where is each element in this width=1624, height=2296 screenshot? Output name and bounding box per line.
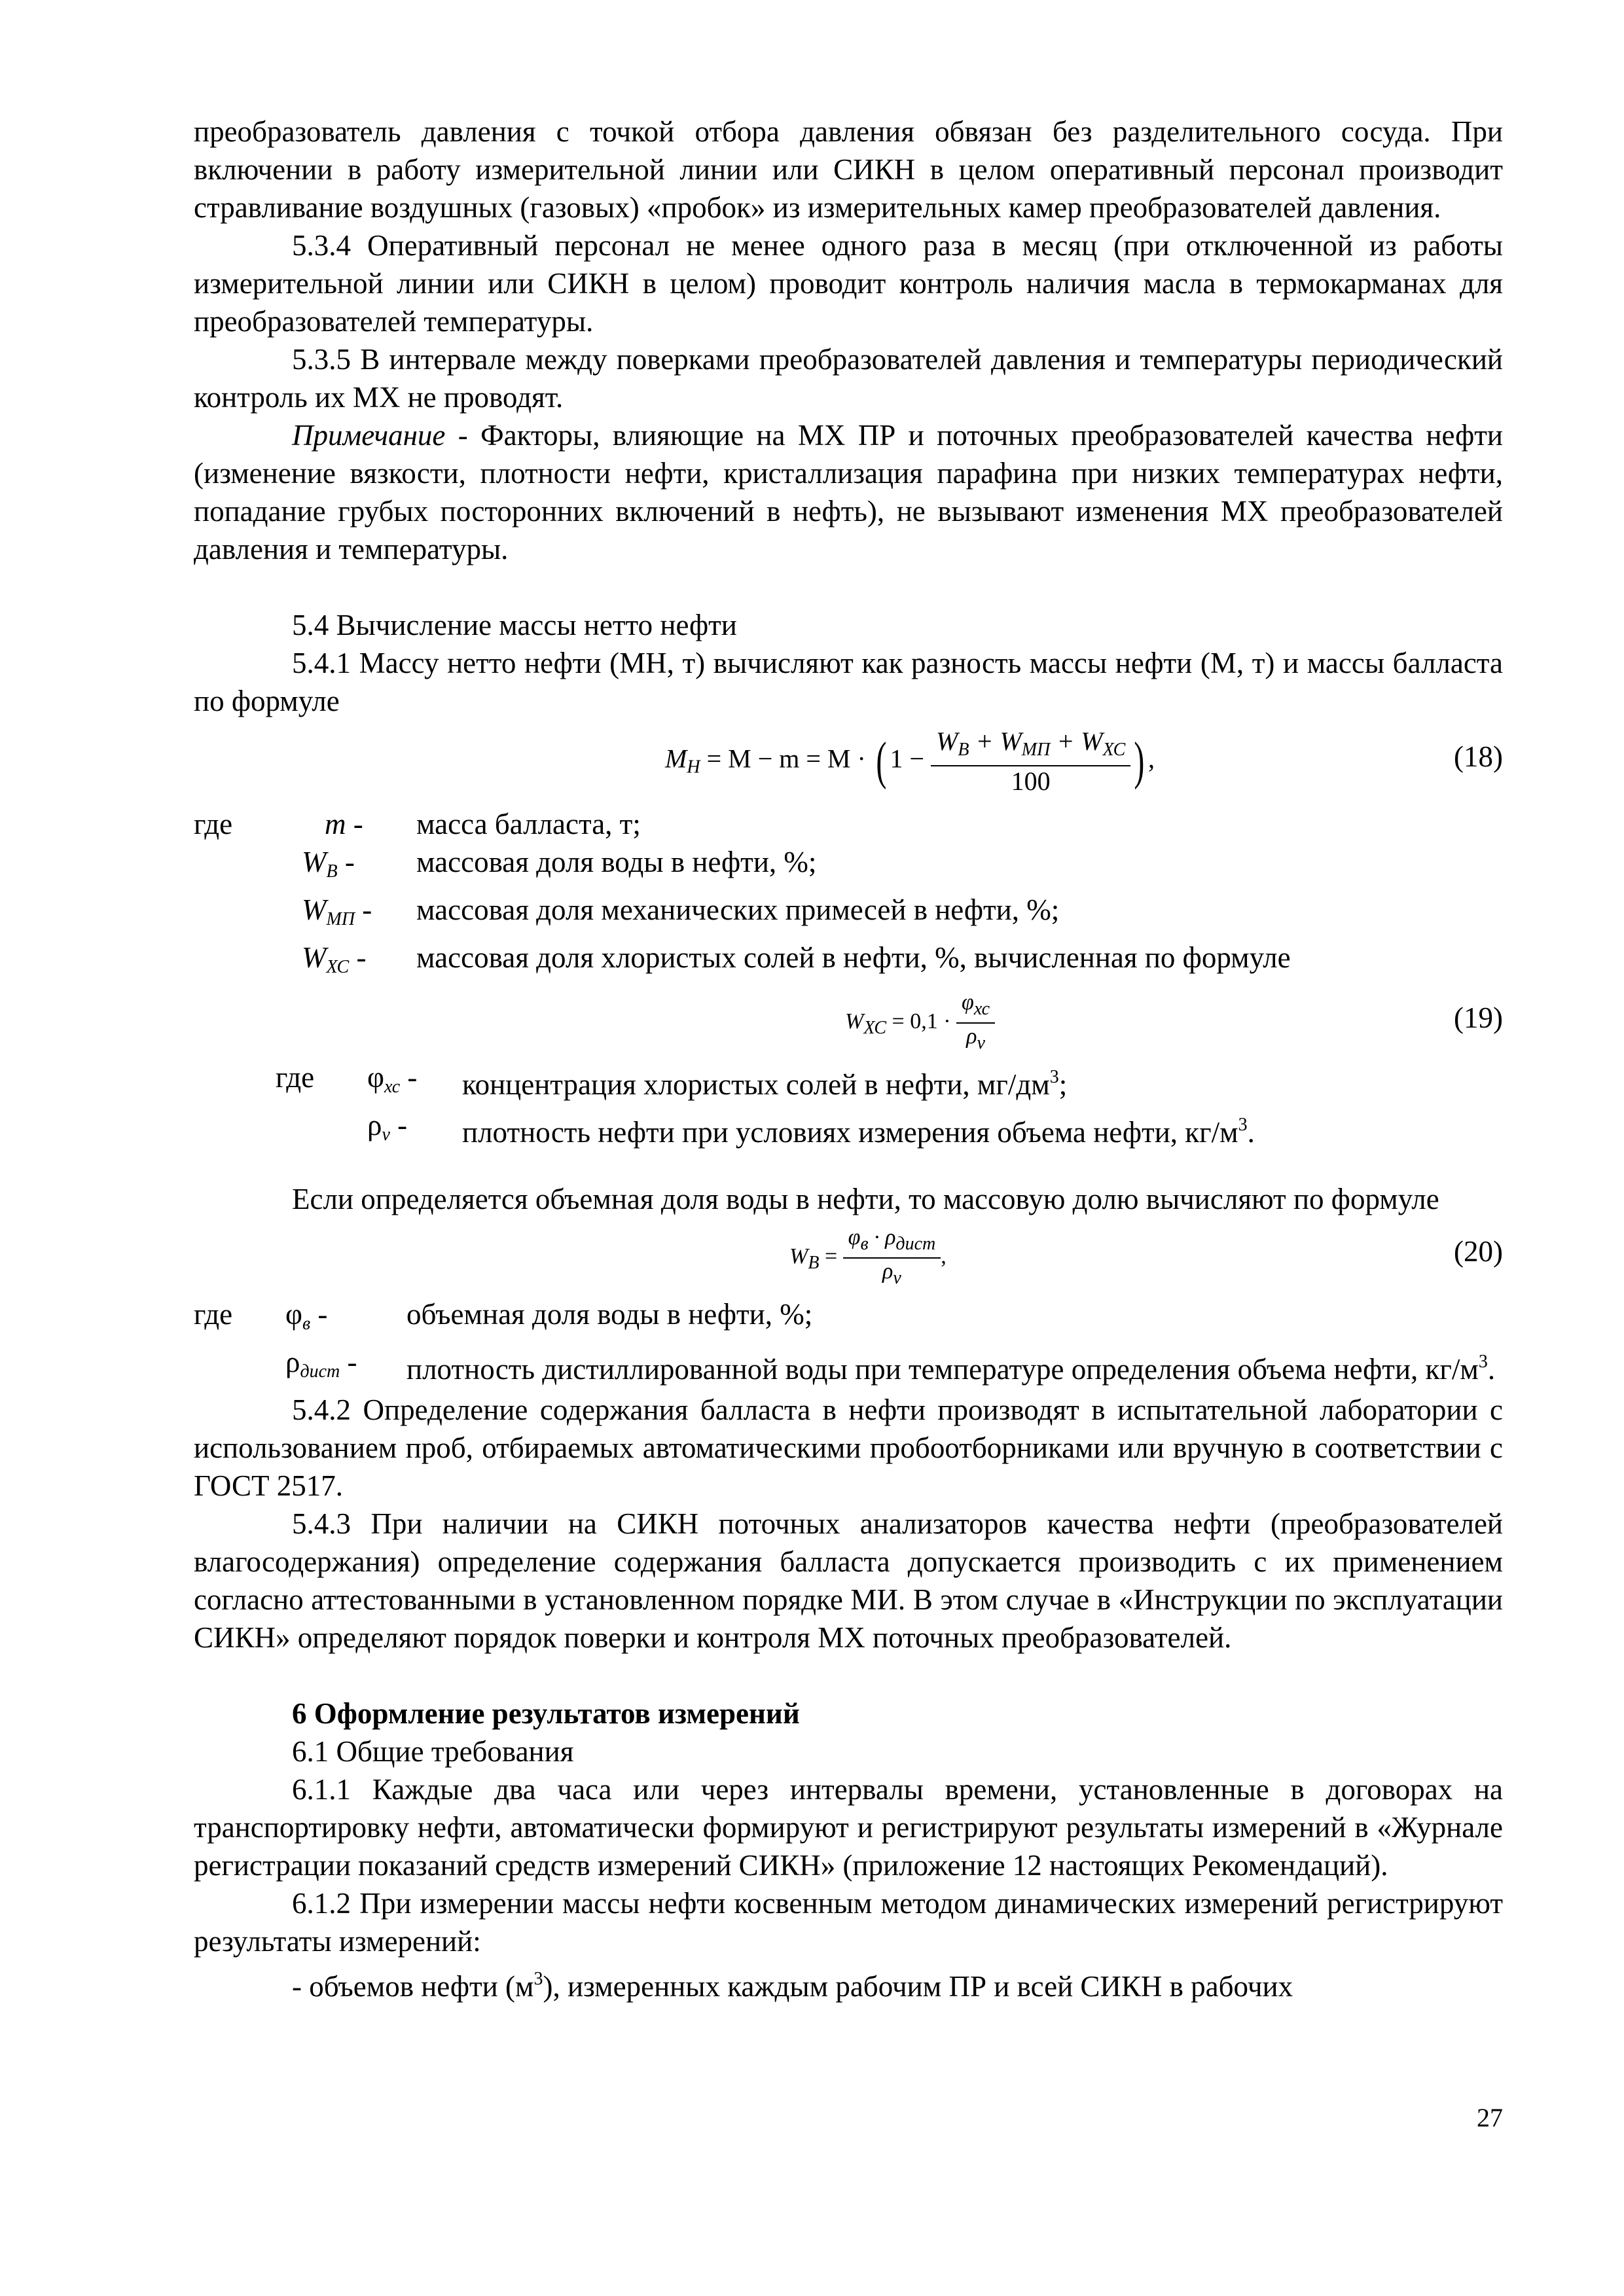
document-page <box>194 113 1503 2005</box>
paragraph-volumes: - объемов нефти $(м^3)$, измеренных каждым рабочим ПР и всей СИКН в рабочих <box>292 1969 1293 2003</box>
note-text: - Факторы, влияющие на МХ ПР и поточных преобразователей качества нефти (изменение вязкости, плотности нефти, кристаллизация парафина при низких температурах нефти, попадание грубых посторонних включений в нефть), не вызывают изменения МХ преобразователей давления и температуры. <box>194 419 1503 565</box>
note-paragraph <box>194 416 1503 568</box>
formula-18-fraction: $\frac{W_В + W_{МП} + W_{ХС}}{100}$ <box>931 726 1130 797</box>
paragraph-5-3-4: 5.3.4 Оперативный персонал не менее одного раза в месяц (при отключенной из работы измерительной линии или СИКН в целом) проводит контроль наличия масла в термокарманах для преобразователей температуры. <box>194 229 1503 338</box>
paragraph-6-1-2: 6.1.2 При измерении массы нефти косвенным методом динамических измерений регистрируют результаты измерений: <box>194 1887 1503 1958</box>
formula-19-number: (19) <box>1454 1001 1503 1034</box>
note-label: Примечание <box>292 419 446 452</box>
paragraph-continuation: преобразователь давления с точкой отбора давления обвязан без разделительного сосуда. При включении в работу измерительной линии или СИКН в целом оперативный персонал производит стравливание воздушных (газовых) «пробок» из измерительных камер преобразователей давления. <box>194 115 1503 224</box>
paragraph-5-4-3: 5.4.3 При наличии на СИКН поточных анализаторов качества нефти (преобразователей влагосодержания) определение содержания балласта допускается производить с их применением согласно аттестованными в установленном порядке МИ. В этом случае в «Инструкции по эксплуатации СИКН» определяют порядок поверки и контроля МХ поточных преобразователей. <box>194 1507 1503 1654</box>
section-6-1-heading: 6.1 Общие требования <box>292 1735 574 1768</box>
formula-19-definitions: где $\varphi_{хс}$ - концентрация хлористых солей в нефти, $мг/дм^3$; $\rho_v$ - плотность нефти при условиях измерения объема нефти, $кг/м^3$. <box>276 1061 1255 1149</box>
paragraph-volume-fraction: Если определяется объемная доля воды в нефти, то массовую долю вычисляют по формуле <box>292 1183 1439 1215</box>
formula-18-number: (18) <box>1454 740 1503 773</box>
paragraph-5-3-5: 5.3.5 В интервале между поверками преобразователей давления и температуры периодический контроль их МХ не проводят. <box>194 343 1503 414</box>
formula-18-definitions: где m - масса балласта, т; $W_В$ - массовая доля воды в нефти, %; $W_{МП}$ - массовая доля механических примесей в нефти, %; $W_{ХС}$ - массовая доля хлористых солей в нефти, %, вычисленная по формуле <box>194 808 1291 977</box>
paragraph-6-1-1: 6.1.1 Каждые два часа или через интервалы времени, установленные в договорах на транспортировку нефти, автоматически формируют и регистрируют результаты измерений в «Журнале регистрации показаний средств измерений СИКН» (приложение 12 настоящих Рекомендаций). <box>194 1773 1503 1882</box>
paragraph-5-4-1: 5.4.1 Массу нетто нефти (МН, т) вычисляют как разность массы нефти (М, т) и массы балласта по формуле <box>194 647 1503 717</box>
section-6-heading: 6 Оформление результатов измерений <box>292 1697 800 1730</box>
formula-18: $M_Н = M - m = M$ · ( 1 − $\frac{W_В + W_{МП} + W_{ХС}}{100}$ ) , (18) <box>665 726 1503 796</box>
section-5-4-heading: 5.4 Вычисление массы нетто нефти <box>292 609 737 641</box>
paragraph-5-4-2: 5.4.2 Определение содержания балласта в нефти производят в испытательной лаборатории с использованием проб, отбираемых автоматическими пробоотборниками или вручную в соответствии с ГОСТ 2517. <box>194 1393 1503 1502</box>
formula-20: $W_В$ = $\frac{\varphi_в \cdot \rho_{дист}}{\rho_v}$ , (20) <box>789 1225 1503 1288</box>
page-number: 27 <box>1477 2103 1503 2132</box>
formula-20-definitions: где $\varphi_в$ - объемная доля воды в нефти, %; $\rho_{дист}$ - плотность дистиллированной воды при температуре определения объема нефти, $кг/м^3$. <box>194 1298 1496 1386</box>
formula-20-number: (20) <box>1454 1235 1503 1268</box>
formula-19: $W_{ХС} = 0,1$ · $\frac{\varphi_{хс}}{\rho_v}$ (19) <box>845 990 1503 1053</box>
